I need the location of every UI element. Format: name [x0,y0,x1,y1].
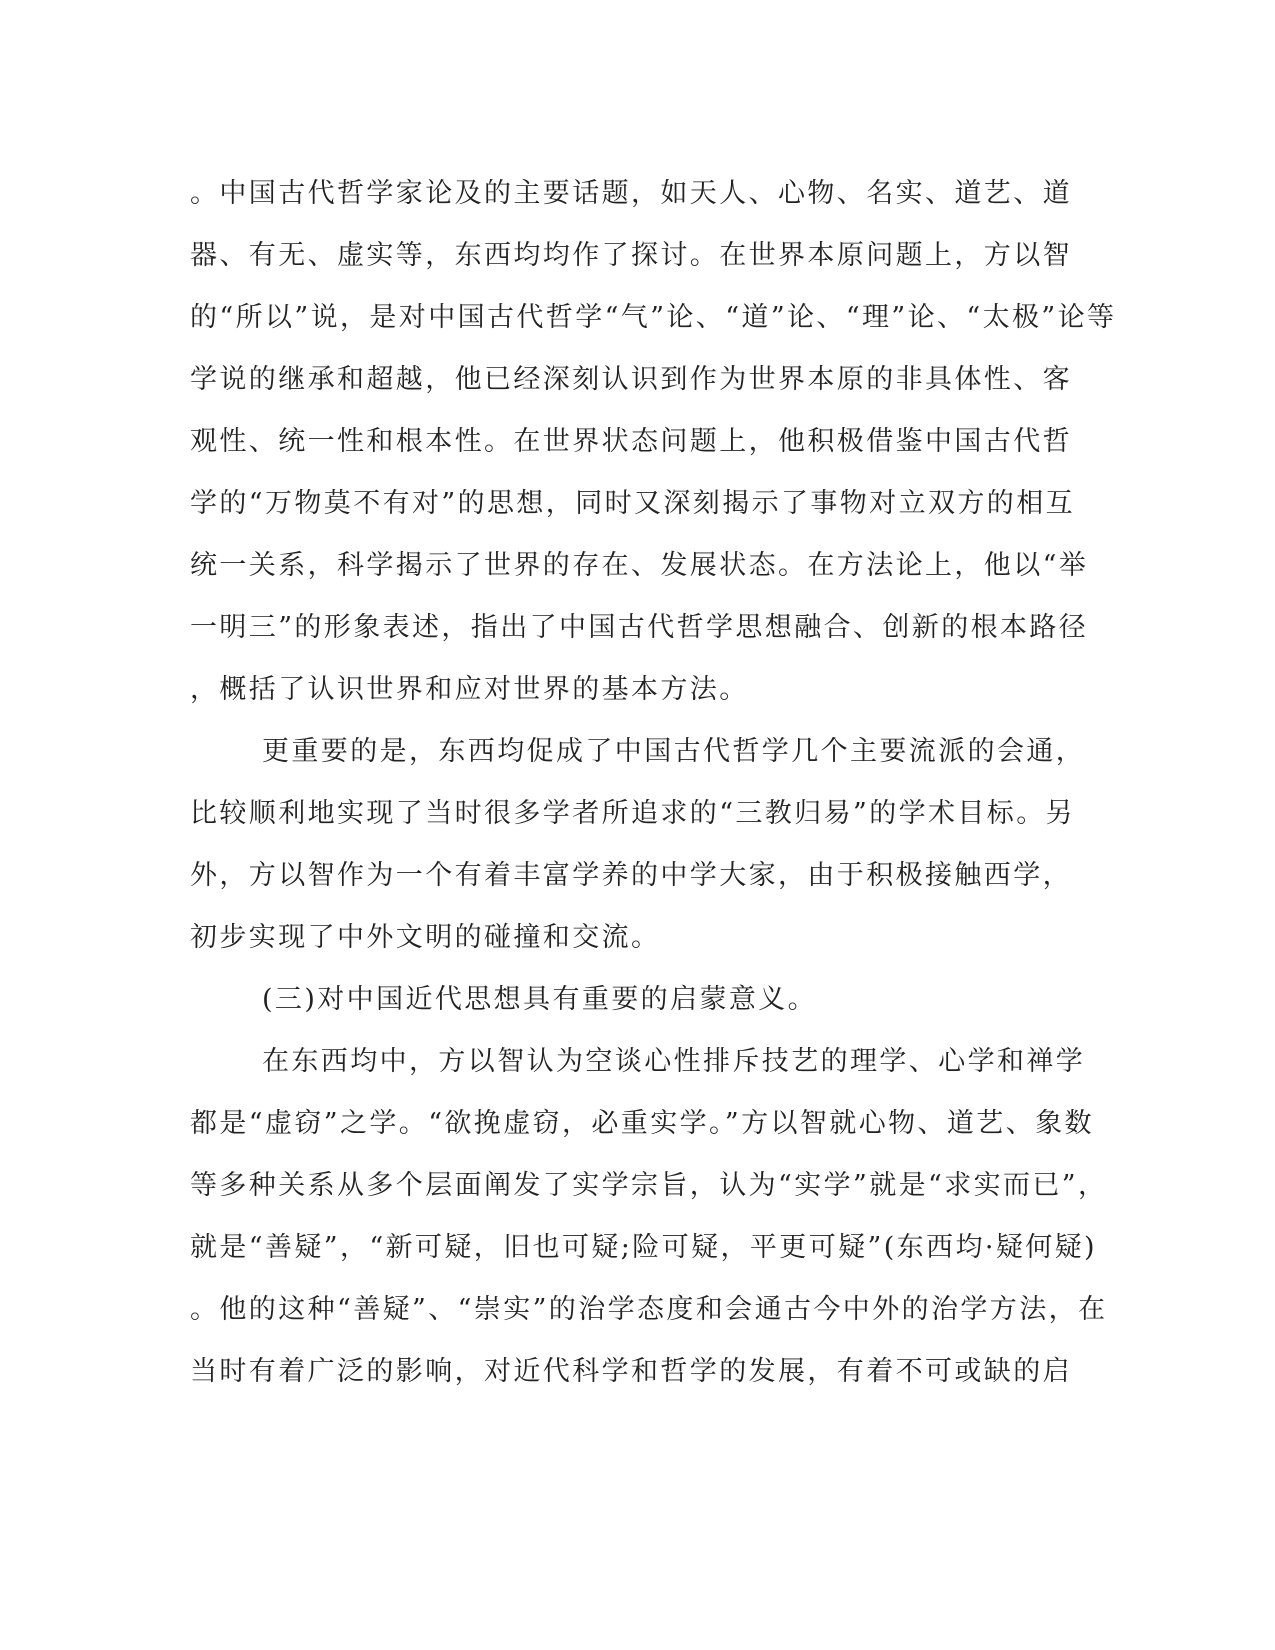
paragraph-start-line: 更重要的是，东西均促成了中国古代哲学几个主要流派的会通， [262,736,1086,767]
text-line: 等多种关系从多个层面阐发了实学宗旨，认为“实学”就是“求实而已”， [190,1170,1108,1201]
text-line: 。他的这种“善疑”、“崇实”的治学态度和会通古今中外的治学方法，在 [190,1294,1108,1325]
text-line: 比较顺利地实现了当时很多学者所追求的“三教归易”的学术目标。另 [190,798,1076,829]
section-heading: (三)对中国近代思想具有重要的启蒙意义。 [262,984,818,1015]
text-line: 器、有无、虚实等，东西均均作了探讨。在世界本原问题上，方以智 [190,240,1072,271]
text-line: 一明三”的形象表述，指出了中国古代哲学思想融合、创新的根本路径 [190,612,1089,643]
text-line: 。中国古代哲学家论及的主要话题，如天人、心物、名实、道艺、道 [190,178,1072,209]
body-text [190,163,1117,1403]
text-line: 的“所以”说，是对中国古代哲学“气”论、“道”论、“理”论、“太极”论等 [190,302,1117,333]
text-line: 就是“善疑”，“新可疑，旧也可疑;险可疑，平更可疑”(东西均·疑何疑) [190,1232,1097,1263]
paragraph-start-line: 在东西均中，方以智认为空谈心性排斥技艺的理学、心学和禅学 [262,1046,1086,1077]
text-line: ，概括了认识世界和应对世界的基本方法。 [190,674,749,705]
text-line: 当时有着广泛的影响，对近代科学和哲学的发展，有着不可或缺的启 [190,1356,1072,1387]
text-line: 学说的继承和超越，他已经深刻认识到作为世界本原的非具体性、客 [190,364,1072,395]
text-line: 统一关系，科学揭示了世界的存在、发展状态。在方法论上，他以“举 [190,550,1089,581]
text-line: 观性、统一性和根本性。在世界状态问题上，他积极借鉴中国古代哲 [190,426,1072,457]
text-line: 初步实现了中外文明的碰撞和交流。 [190,922,661,953]
text-line: 都是“虚窃”之学。“欲挽虚窃，必重实学。”方以智就心物、道艺、象数 [190,1108,1094,1139]
text-line: 学的“万物莫不有对”的思想，同时又深刻揭示了事物对立双方的相互 [190,488,1076,519]
text-line: 外，方以智作为一个有着丰富学养的中学大家，由于积极接触西学， [190,860,1072,891]
